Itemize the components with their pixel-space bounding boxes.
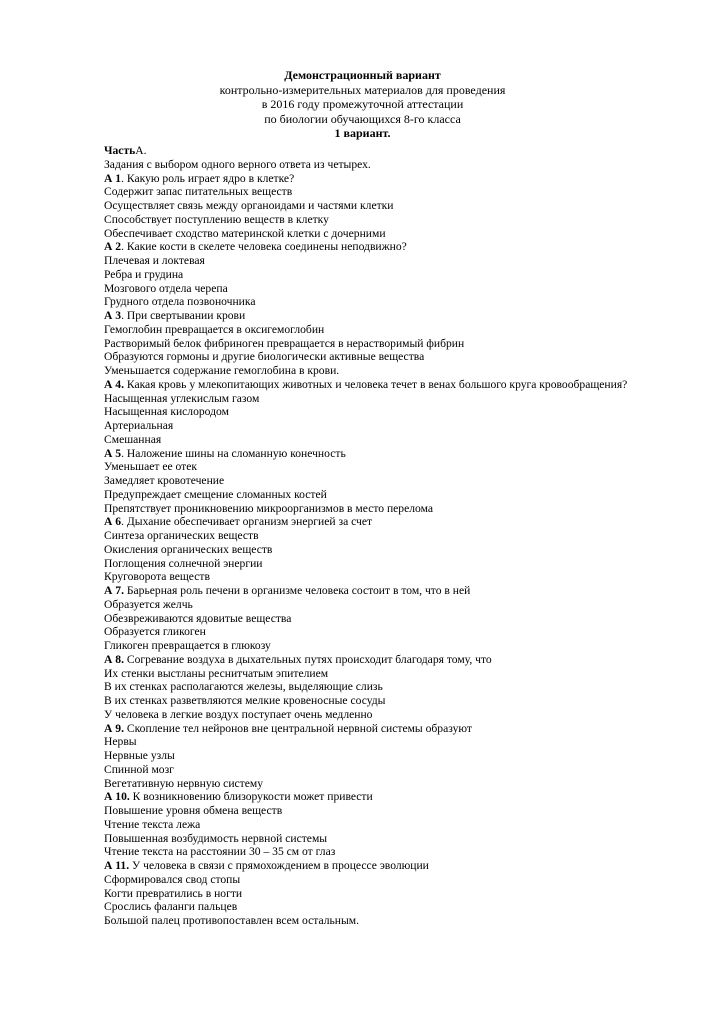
answer-option: Образуются гормоны и другие биологически активные вещества [104, 350, 425, 364]
question-number: А 1 [104, 171, 122, 185]
variant-title: 1 вариант. [334, 126, 391, 140]
question-number: А 2 [104, 240, 122, 254]
question-number: А 4. [104, 377, 124, 391]
question-number: А 7. [104, 584, 124, 597]
answer-option: Синтеза органических веществ [104, 529, 259, 542]
answer-option: Чтение текста лежа [104, 817, 201, 831]
instructions: Задания с выбором одного верного ответа из четырех. [104, 157, 371, 171]
question [104, 584, 704, 598]
answer-option: Уменьшается содержание гемоглобина в крови. [104, 364, 340, 377]
question-number: А 11. [104, 859, 130, 872]
part-heading [104, 144, 704, 158]
answer-option: Гемоглобин превращается в оксигемоглобин [104, 322, 325, 336]
question-number: А 5 [104, 446, 122, 460]
answer-option: Вегетативную нервную систему [104, 776, 264, 790]
answer-option: Способствует поступлению веществ в клетку [104, 212, 329, 226]
question-text: При свертывании крови [123, 309, 246, 322]
answer-option: Осуществляет связь между органоидами и частями клетки [104, 199, 394, 212]
answer-option: У человека в легкие воздух поступает очень медленно [104, 707, 373, 721]
answer-option: Нервные узлы [104, 749, 175, 762]
question [104, 378, 704, 392]
answer-option: Образуется желчь [104, 597, 193, 611]
question [104, 722, 704, 736]
answer-option: Образуется гликоген [104, 625, 206, 639]
question-text: Согревание воздуха в дыхательных путях происходит благодаря тому, что [123, 652, 492, 666]
answer-option: Уменьшает ее отек [104, 460, 198, 474]
answer-option: Мозгового отдела черепа [104, 281, 228, 295]
question-text: Какие кости в скелете человека соединены неподвижно? [123, 240, 407, 254]
question [104, 859, 704, 873]
answer-option: Повышение уровня обмена веществ [104, 804, 283, 817]
question-number: А 10. [104, 790, 130, 804]
answer-option: Срослись фаланги пальцев [104, 900, 238, 914]
answer-option: Поглощения солнечной энергии [104, 556, 263, 570]
answer-option: Содержит запас питательных веществ [104, 185, 293, 199]
question-number-separator: . [121, 309, 124, 322]
answer-option: Большой палец противопоставлен всем остальным. [104, 914, 360, 927]
answer-option: Окисления органических веществ [104, 542, 273, 556]
answer-option: Препятствует проникновению микроорганизмов в место перелома [104, 501, 434, 515]
answer-option: Плечевая и локтевая [104, 254, 205, 267]
question-number: А 3 [104, 309, 122, 322]
question-text: К возникновению близорукости может привести [129, 790, 373, 804]
answer-option: Круговорота веществ [104, 570, 210, 584]
answer-option: В их стенках располагаются железы, выделяющие слизь [104, 680, 383, 694]
question [104, 447, 704, 461]
answer-option: Предупреждает смещение сломанных костей [104, 487, 327, 501]
answer-option: Смешанная [104, 432, 162, 446]
part-letter: А. [135, 144, 147, 157]
question-text: Какую роль играет ядро в клетке? [123, 171, 295, 185]
answer-option: Замедляет кровотечение [104, 474, 225, 487]
question [104, 172, 704, 186]
document-title: Демонстрационный вариант [284, 68, 441, 82]
answer-option: Их стенки выстланы реснитчатым эпителием [104, 666, 329, 680]
question-number-separator: . [121, 171, 124, 185]
question-text: Какая кровь у млекопитающих животных и человека течет в венах большого круга кровообращения? [123, 377, 628, 391]
answer-option: Спинной мозг [104, 762, 174, 776]
question [104, 240, 704, 254]
answer-option: Повышенная возбудимость нервной системы [104, 831, 328, 845]
answer-option: Растворимый белок фибриноген превращается в нерастворимый фибрин [104, 336, 465, 350]
document-body [104, 144, 704, 928]
answer-option: Насыщенная углекислым газом [104, 391, 260, 405]
question-number-separator: . [121, 240, 124, 254]
answer-option: Ребра и грудина [104, 267, 184, 281]
question [104, 309, 704, 323]
answer-option: Нервы [104, 735, 137, 749]
answer-option: Гликоген превращается в глюкозу [104, 639, 271, 652]
question-number-separator: . [121, 515, 124, 529]
answer-option: Обеспечивает сходство материнской клетки с дочерними [104, 226, 386, 240]
answer-option: Артериальная [104, 419, 174, 432]
part-label: Часть [104, 144, 136, 157]
answer-option: Грудного отдела позвоночника [104, 295, 256, 309]
header-line-4: по биологии обучающихся 8-го класса [264, 111, 461, 126]
header-line-3: в 2016 году промежуточной аттестации [261, 97, 464, 111]
answer-option: Чтение текста на расстоянии 30 – 35 см от глаз [104, 845, 336, 859]
question-number: А 6 [104, 515, 122, 529]
question-text: Барьерная роль печени в организме человека состоит в том, что в ней [123, 584, 471, 597]
question [104, 653, 704, 667]
question-text: Скопление тел нейронов вне центральной нервной системы образуют [123, 721, 472, 735]
answer-option: Насыщенная кислородом [104, 405, 229, 419]
question [104, 790, 704, 804]
question-number: А 9. [104, 721, 124, 735]
answer-option: В их стенках разветвляются мелкие кровеносные сосуды [104, 694, 386, 707]
question-number: А 8. [104, 652, 124, 666]
question-number-separator: . [121, 446, 124, 460]
header-line-2: контрольно-измерительных материалов для проведения [219, 82, 506, 97]
answer-option: Когти превратились в ногти [104, 886, 243, 900]
document-header [0, 68, 725, 141]
answer-option: Обезвреживаются ядовитые вещества [104, 611, 292, 625]
question-text: У человека в связи с прямохождением в процессе эволюции [129, 859, 429, 872]
question [104, 515, 704, 529]
question-text: Наложение шины на сломанную конечность [123, 446, 346, 460]
question-text: Дыхание обеспечивает организм энергией за счет [123, 515, 373, 529]
answer-option: Сформировался свод стопы [104, 872, 241, 886]
